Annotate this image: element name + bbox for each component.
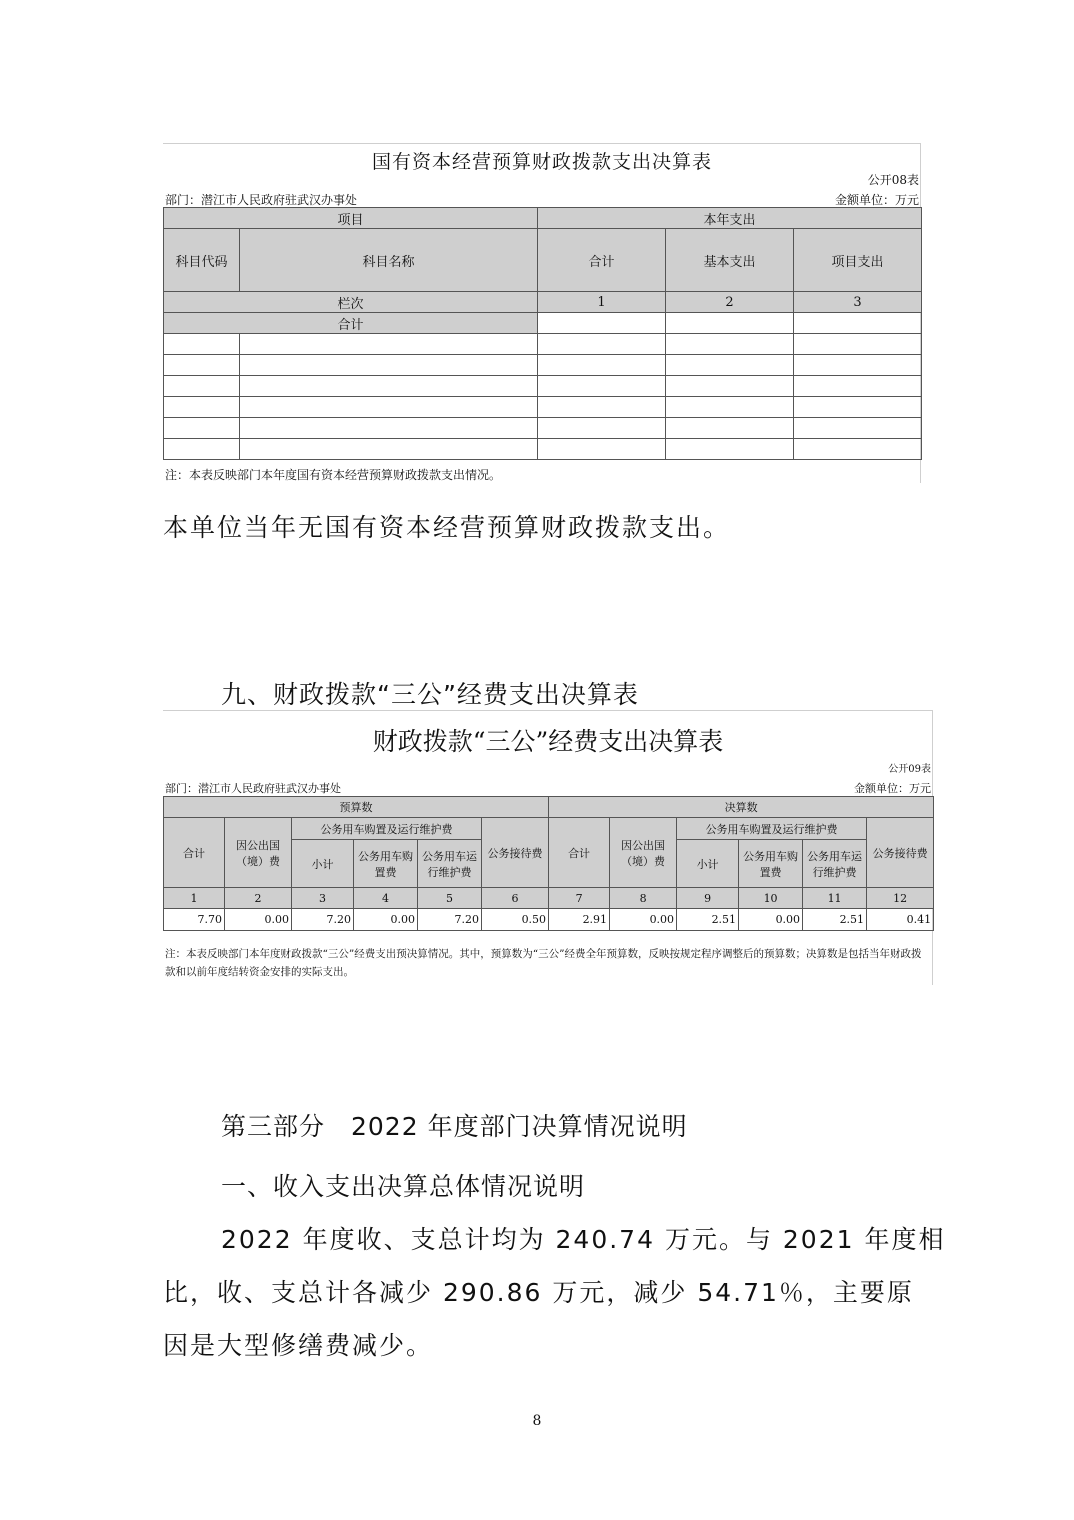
total-row-label: 合计 [164,313,538,334]
state-capital-grid [163,207,922,460]
form-number: 公开08表 [867,173,919,187]
budget-vehicle-run-header: 公务用车运行维护费 [418,840,482,888]
part-3-heading: 第三部分 2022 年度部门决算情况说明 [221,1112,688,1141]
no-expenditure-paragraph: 本单位当年无国有资本经营预算财政拨款支出。 [163,513,731,542]
value-cell: 0.00 [354,909,418,931]
index-cell: 9 [677,888,739,909]
three-public-grid [163,796,934,931]
state-capital-table [163,143,921,483]
page-number: 8 [532,1413,542,1429]
final-vehicle-purchase-header: 公务用车购置费 [739,840,803,888]
index-cell: 10 [739,888,803,909]
table-cell [666,313,794,334]
table-row [164,334,922,355]
unit-label: 金额单位：万元 [834,193,919,207]
table-row [164,418,922,439]
unit-label: 金额单位：万元 [854,782,931,795]
table-title: 财政拨款“三公”经费支出决算表 [372,727,724,756]
section-9-heading: 九、财政拨款“三公”经费支出决算表 [221,680,639,709]
index-cell: 6 [482,888,549,909]
budget-header: 预算数 [164,797,549,818]
header-name: 科目名称 [240,229,538,292]
index-cell: 3 [292,888,354,909]
header-code: 科目代码 [164,229,240,292]
table-cell [794,313,922,334]
row-index-2: 2 [666,292,794,313]
table-note: 注：本表反映部门本年度财政拨款“三公”经费支出预决算情况。其中，预算数为“三公”经费全年预算数，反映按规定程序调整后的预算数；决算数是包括当年财政拨款和以前年度结转资金安排的实际支出。 [165,948,922,978]
value-cell: 0.00 [225,909,292,931]
table-row [164,355,922,376]
header-item: 项目 [164,208,538,229]
budget-total-header: 合计 [164,818,225,888]
index-cell: 11 [803,888,867,909]
row-index-3: 3 [794,292,922,313]
value-cell: 7.20 [292,909,354,931]
final-header: 决算数 [549,797,934,818]
index-cell: 7 [549,888,610,909]
index-row [164,888,934,909]
table-row [164,439,922,460]
index-cell: 1 [164,888,225,909]
value-cell: 0.41 [867,909,934,931]
row-index-label: 栏次 [164,292,538,313]
final-reception-header: 公务接待费 [867,818,934,888]
summary-line-3: 因是大型修缮费减少。 [163,1331,434,1360]
final-vehicle-group-header: 公务用车购置及运行维护费 [677,818,867,840]
department-label: 部门：潜江市人民政府驻武汉办事处 [165,782,341,795]
value-cell: 0.50 [482,909,549,931]
final-total-header: 合计 [549,818,610,888]
values-row [164,909,934,931]
table-title: 国有资本经营预算财政拨款支出决算表 [371,151,712,173]
value-cell: 7.70 [164,909,225,931]
header-total: 合计 [538,229,666,292]
index-cell: 12 [867,888,934,909]
value-cell: 0.00 [739,909,803,931]
budget-reception-header: 公务接待费 [482,818,549,888]
value-cell: 2.91 [549,909,610,931]
index-cell: 4 [354,888,418,909]
department-label: 部门：潜江市人民政府驻武汉办事处 [165,193,358,207]
row-index-1: 1 [538,292,666,313]
index-cell: 5 [418,888,482,909]
value-cell: 2.51 [677,909,739,931]
table-cell [538,313,666,334]
table-row [164,376,922,397]
header-basic: 基本支出 [666,229,794,292]
budget-vehicle-purchase-header: 公务用车购置费 [354,840,418,888]
table-row [164,397,922,418]
form-number: 公开09表 [888,764,931,775]
header-project: 项目支出 [794,229,922,292]
summary-line-1: 2022 年度收、支总计均为 240.74 万元。与 2021 年度相 [221,1225,946,1254]
final-vehicle-run-header: 公务用车运行维护费 [803,840,867,888]
budget-subtotal-header: 小计 [292,840,354,888]
three-public-table [163,710,933,985]
budget-abroad-header: 因公出国（境）费 [225,818,292,888]
value-cell: 2.51 [803,909,867,931]
section-1-heading: 一、收入支出决算总体情况说明 [221,1172,586,1201]
final-subtotal-header: 小计 [677,840,739,888]
value-cell: 7.20 [418,909,482,931]
final-abroad-header: 因公出国（境）费 [610,818,677,888]
summary-line-2: 比，收、支总计各减少 290.86 万元，减少 54.71％，主要原 [163,1278,914,1307]
value-cell: 0.00 [610,909,677,931]
header-current-year: 本年支出 [538,208,922,229]
table-note: 注：本表反映部门本年度国有资本经营预算财政拨款支出情况。 [165,468,502,482]
budget-vehicle-group-header: 公务用车购置及运行维护费 [292,818,482,840]
index-cell: 8 [610,888,677,909]
index-cell: 2 [225,888,292,909]
